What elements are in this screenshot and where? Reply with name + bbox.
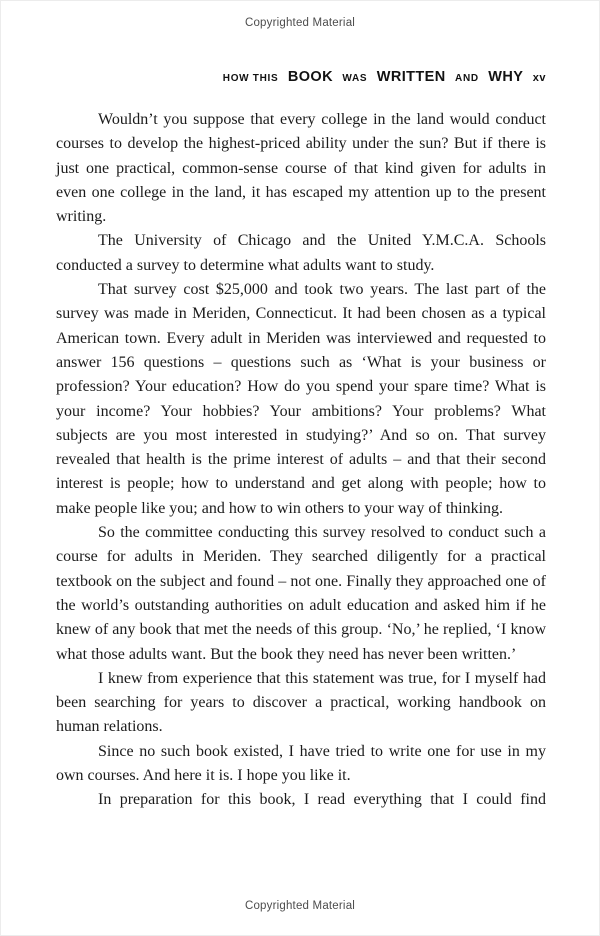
paragraph-2: The University of Chicago and the United Y.M.C.A. Schools conducted a survey to determine what adults want to study. (56, 232, 546, 274)
paragraph-7: In preparation for this book, I read everything that I could find (98, 791, 546, 809)
paragraph-4: So the committee conducting this survey resolved to conduct such a course for adults in Meriden. They searched diligently for a practical textbook on the subject and found – not one. Finally they approached one of the world’s outstanding authorities on adult education and asked him if he knew of any book that met the needs of this group. ‘No,’ he replied, ‘I know what those adults want. But the book they need has never been written.’ (56, 524, 546, 663)
copyright-notice-bottom: Copyrighted Material (244, 900, 356, 912)
page-body (56, 108, 546, 813)
paragraph-6: Since no such book existed, I have tried to write one for use in my own courses. And here it is. I hope you like it. (56, 742, 546, 785)
paragraph-1: Wouldn’t you suppose that every college in the land would conduct courses to develop the highest-priced ability under the sun? But if there is just one practical, common-sense course of that kind given for adults in even one college in the land, it has escaped my attention up to the present writing. (56, 111, 546, 226)
paragraph-3: That survey cost $25,000 and took two years. The last part of the survey was made in Meriden, Connecticut. It had been chosen as a typical American town. Every adult in Meriden was interviewed and requested to answer 156 questions – questions such as ‘What is your business or profession? Your education? How do you spend your spare time? What is your income? Your hobbies? Your ambitions? Your problems? What subjects are you most interested in studying?’ And so on. That survey revealed that health is the prime interest of adults – and that their second interest is people; how to understand and get along with people; how to make people like you; and how to win others to your way of thinking. (56, 281, 546, 517)
paragraph-5: I knew from experience that this statement was true, for I myself had been searching for years to discover a practical, working handbook on human relations. (56, 669, 546, 736)
running-head-segment-and: AND (455, 73, 479, 84)
running-head-segment-how-this: HOW THIS (222, 73, 279, 84)
copyright-notice-top: Copyrighted Material (244, 17, 356, 29)
page-number: xv (532, 72, 546, 84)
running-head-segment-why: WHY (488, 69, 524, 85)
running-head (56, 68, 546, 86)
running-head-segment-written: WRITTEN (376, 69, 446, 85)
running-head-segment-book: BOOK (287, 69, 333, 85)
running-head-segment-was: WAS (342, 73, 368, 84)
